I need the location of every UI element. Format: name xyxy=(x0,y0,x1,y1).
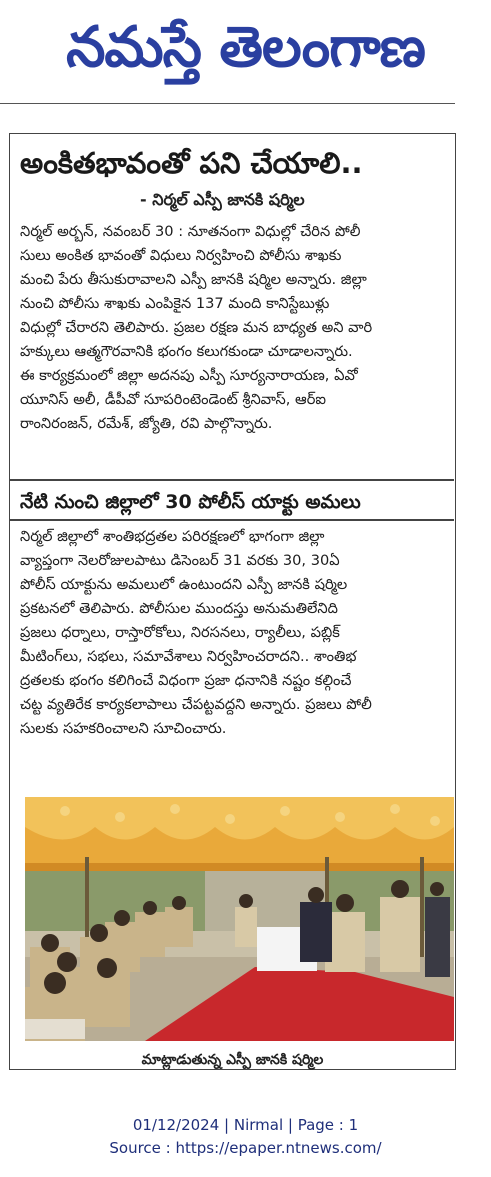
paragraph-line: ప్రజలు ధర్నాలు, రాస్తారోకోలు, నిరసనలు, ర్యాలీలు, పబ్లిక్ xyxy=(20,624,340,641)
paragraph-line: మంచి పేరు తీసుకురావాలని ఎస్పీ జానకి షర్మిల అన్నారు. జిల్లా xyxy=(20,271,367,288)
paragraph-line: హక్కులు ఆత్మగౌరవానికి భంగం కలుగకుండా చూడాలన్నారు. xyxy=(20,343,353,360)
article-photo xyxy=(25,797,454,1041)
paragraph-line: చట్ట వ్యతిరేక కార్యకలాపాలు చేపట్టవద్దని అన్నారు. ప్రజలు పోలీ xyxy=(20,696,372,713)
photo-caption: మాట్లాడుతున్న ఎస్పీ జానకి షర్మిల xyxy=(141,1052,324,1068)
paragraph-line: ఈ కార్యక్రమంలో జిల్లా అదనపు ఎస్పీ సూర్యనారాయణ, ఏవో xyxy=(20,367,358,384)
paragraph-line: నుంచి పోలీసు శాఖకు ఎంపికైన 137 మంది కానిస్టేబుళ్లు xyxy=(20,295,330,312)
paragraph-line: వ్యాప్తంగా నెలరోజులపాటు డిసెంబర్ 31 వరకు 30, 30ఏ xyxy=(20,552,340,569)
article-headline: అంకితభావంతో పని చేయాలి.. xyxy=(20,146,363,180)
paragraph-line: ప్రకటనలో తెలిపారు. పోలీసుల ముందస్తు అనుమతిలేనిది xyxy=(20,600,338,617)
paragraph-line: మీటింగ్‌లు, సభలు, సమావేశాలు నిర్వహించరాదని.. శాంతిభ xyxy=(20,648,357,665)
newspaper-logo: నమస్తే తెలంగాణ xyxy=(66,15,425,80)
paragraph-line: సులకు సహకరించాలని సూచించారు. xyxy=(20,720,227,737)
paragraph-line: నిర్మల్ జిల్లాలో శాంతిభద్రతల పరిరక్షణలో భాగంగా జిల్లా xyxy=(20,528,325,545)
section-divider xyxy=(10,479,454,481)
paragraph-line: యూనిస్ అలీ, డీపీవో సూపరింటెండెంట్ శ్రీనివాస్, ఆర్ఐ xyxy=(20,391,326,408)
article-paragraph-2 xyxy=(20,525,448,741)
paragraph-line: పోలీస్ యాక్టును అమలులో ఉంటుందని ఎస్పీ జానకి షర్మిల xyxy=(20,576,348,593)
paragraph-line: రాంనిరంజన్, రమేశ్, జ్యోతి, రవి పాల్గొన్నారు. xyxy=(20,415,273,432)
publication-info: 01/12/2024 | Nirmal | Page : 1 xyxy=(132,1116,359,1134)
paragraph-line: విధుల్లో చేరారని తెలిపారు. ప్రజల రక్షణ మన బాధ్యత అని వారి xyxy=(20,319,373,336)
article-paragraph-1 xyxy=(20,220,448,436)
paragraph-line: ద్రతలకు భంగం కలిగించే విధంగా ప్రజా ధనానికి నష్టం కల్గించే xyxy=(20,672,352,689)
article-byline: - నిర్మల్ ఎస్పీ జానకి షర్మిల xyxy=(140,190,305,209)
article-subheadline: నేటి నుంచి జిల్లాలో 30 పోలీస్ యాక్టు అమలు xyxy=(20,491,361,513)
masthead xyxy=(0,0,491,100)
paragraph-line: సులు అంకిత భావంతో విధులు నిర్వహించి పోలీసు శాఖకు xyxy=(20,247,342,264)
source-link[interactable]: Source : https://epaper.ntnews.com/ xyxy=(109,1139,382,1157)
masthead-divider xyxy=(0,103,455,104)
section-divider xyxy=(10,519,454,521)
paragraph-line: నిర్మల్ అర్బన్, నవంబర్ 30 : నూతనంగా విధుల్లో చేరిన పోలీ xyxy=(20,223,361,240)
